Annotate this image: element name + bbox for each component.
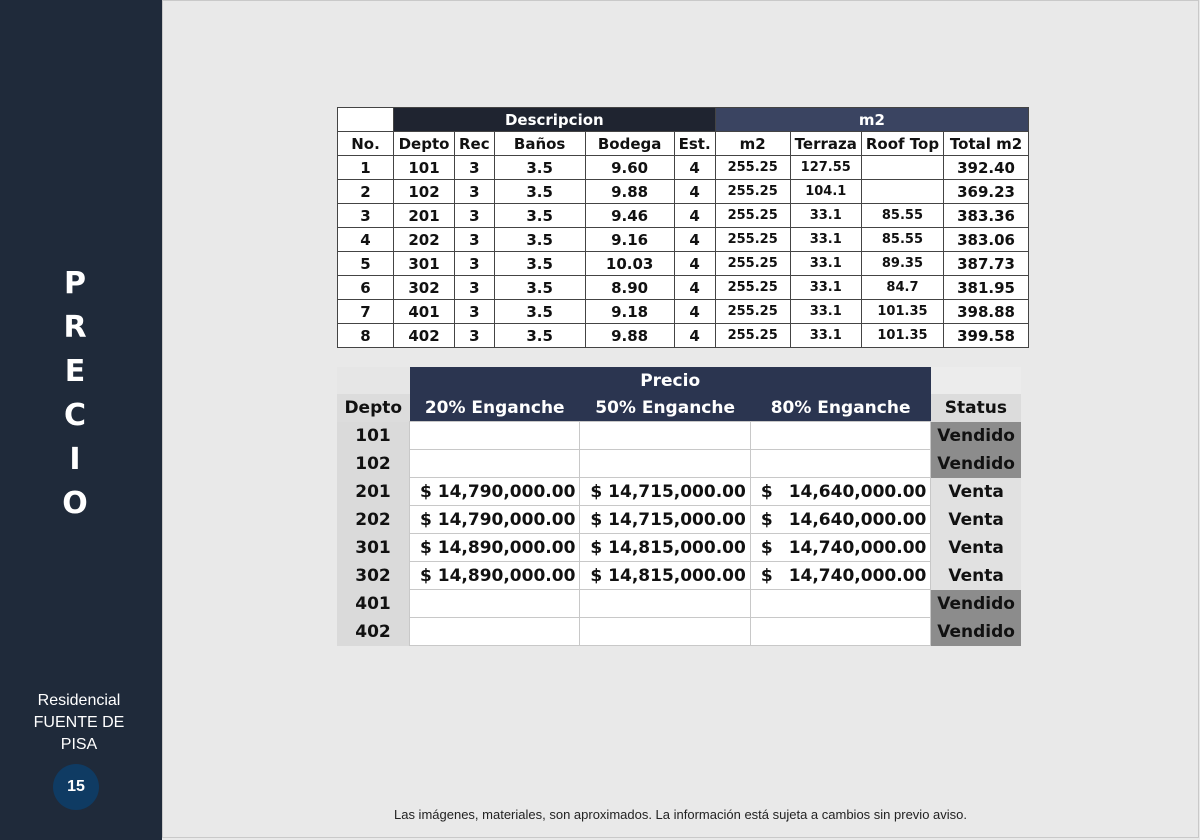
table-row bbox=[338, 204, 1029, 228]
table-cell: 255.25 bbox=[715, 228, 790, 252]
column-header: Depto bbox=[337, 394, 410, 422]
table-cell: 101.35 bbox=[861, 324, 943, 348]
table-cell: 402 bbox=[394, 324, 455, 348]
table-cell: 383.36 bbox=[944, 204, 1029, 228]
table-cell: 4 bbox=[674, 300, 715, 324]
title-letter: R bbox=[63, 310, 87, 345]
table-row bbox=[337, 422, 1021, 450]
table-cell bbox=[861, 180, 943, 204]
price-80-cell bbox=[750, 562, 931, 590]
table-row bbox=[338, 276, 1029, 300]
table-cell: 1 bbox=[338, 156, 394, 180]
project-name bbox=[0, 690, 158, 756]
table-cell: 369.23 bbox=[944, 180, 1029, 204]
project-name-line: PISA bbox=[60, 736, 98, 753]
price-80-cell bbox=[750, 590, 931, 618]
currency-sign: $ bbox=[760, 481, 773, 502]
table-cell: 85.55 bbox=[861, 204, 943, 228]
table-cell: 104.1 bbox=[790, 180, 861, 204]
table-cell: 255.25 bbox=[715, 180, 790, 204]
table-cell: 8.90 bbox=[585, 276, 674, 300]
table-cell: 4 bbox=[674, 252, 715, 276]
table-cell: 3.5 bbox=[494, 324, 585, 348]
table-cell: 3.5 bbox=[494, 156, 585, 180]
table-cell: 3.5 bbox=[494, 252, 585, 276]
table-row bbox=[338, 324, 1029, 348]
unit-specs-table bbox=[337, 107, 1029, 348]
table-cell: 4 bbox=[674, 156, 715, 180]
table-cell: 383.06 bbox=[944, 228, 1029, 252]
group-header-precio: Precio bbox=[410, 367, 931, 394]
price-value: 14,740,000.00 bbox=[788, 565, 927, 586]
sidebar bbox=[0, 0, 162, 840]
column-header: No. bbox=[338, 132, 394, 156]
table-header-row bbox=[338, 132, 1029, 156]
table-cell: 10.03 bbox=[585, 252, 674, 276]
depto-cell: 401 bbox=[337, 590, 410, 618]
price-80-cell bbox=[750, 618, 931, 646]
price-group-header-row bbox=[337, 367, 1021, 394]
currency-sign: $ bbox=[760, 509, 773, 530]
table-cell: 4 bbox=[674, 204, 715, 228]
depto-cell: 102 bbox=[337, 450, 410, 478]
table-corner-cell bbox=[931, 367, 1021, 394]
price-20-cell: $ 14,790,000.00 bbox=[410, 506, 580, 534]
price-50-cell: $ 14,715,000.00 bbox=[580, 478, 750, 506]
table-cell: 8 bbox=[338, 324, 394, 348]
table-cell: 3.5 bbox=[494, 204, 585, 228]
price-50-cell bbox=[580, 450, 750, 478]
table-cell: 9.60 bbox=[585, 156, 674, 180]
depto-cell: 201 bbox=[337, 478, 410, 506]
table-cell: 387.73 bbox=[944, 252, 1029, 276]
project-name-line: FUENTE DE bbox=[33, 714, 125, 731]
table-cell: 9.18 bbox=[585, 300, 674, 324]
table-corner-cell bbox=[337, 367, 410, 394]
price-80-cell bbox=[750, 534, 931, 562]
depto-cell: 101 bbox=[337, 422, 410, 450]
table-row bbox=[337, 590, 1021, 618]
depto-cell: 402 bbox=[337, 618, 410, 646]
column-header: Bodega bbox=[585, 132, 674, 156]
table-cell: 255.25 bbox=[715, 276, 790, 300]
column-header: Baños bbox=[494, 132, 585, 156]
table-cell: 101 bbox=[394, 156, 455, 180]
currency-sign: $ bbox=[760, 537, 773, 558]
table-cell: 33.1 bbox=[790, 228, 861, 252]
currency-sign: $ bbox=[760, 565, 773, 586]
price-20-cell bbox=[410, 590, 580, 618]
status-badge: Vendido bbox=[931, 618, 1021, 646]
price-50-cell: $ 14,815,000.00 bbox=[580, 534, 750, 562]
table-row bbox=[338, 228, 1029, 252]
title-letter: I bbox=[69, 442, 81, 477]
table-cell: 301 bbox=[394, 252, 455, 276]
table-cell: 2 bbox=[338, 180, 394, 204]
table-row bbox=[337, 478, 1021, 506]
table-row bbox=[337, 506, 1021, 534]
status-badge: Venta bbox=[931, 478, 1021, 506]
table-cell: 3.5 bbox=[494, 180, 585, 204]
table-cell: 255.25 bbox=[715, 300, 790, 324]
table-row bbox=[338, 180, 1029, 204]
table-cell: 89.35 bbox=[861, 252, 943, 276]
page-number-badge: 15 bbox=[53, 764, 99, 810]
depto-cell: 202 bbox=[337, 506, 410, 534]
column-header: 80% Enganche bbox=[750, 394, 931, 422]
table-cell: 9.88 bbox=[585, 324, 674, 348]
column-header: 20% Enganche bbox=[410, 394, 580, 422]
table-row bbox=[338, 156, 1029, 180]
table-cell bbox=[861, 156, 943, 180]
table-cell: 392.40 bbox=[944, 156, 1029, 180]
group-header-m2: m2 bbox=[715, 108, 1028, 132]
table-row bbox=[337, 450, 1021, 478]
price-80-cell bbox=[750, 478, 931, 506]
price-table-body bbox=[337, 422, 1021, 646]
price-20-cell: $ 14,790,000.00 bbox=[410, 478, 580, 506]
table-row bbox=[338, 300, 1029, 324]
table-cell: 3 bbox=[455, 228, 495, 252]
column-header: Rec bbox=[455, 132, 495, 156]
table-cell: 4 bbox=[674, 180, 715, 204]
table-cell: 84.7 bbox=[861, 276, 943, 300]
table-cell: 202 bbox=[394, 228, 455, 252]
column-header: Total m2 bbox=[944, 132, 1029, 156]
table-cell: 85.55 bbox=[861, 228, 943, 252]
table-cell: 9.16 bbox=[585, 228, 674, 252]
price-50-cell bbox=[580, 422, 750, 450]
status-badge: Vendido bbox=[931, 590, 1021, 618]
price-50-cell: $ 14,815,000.00 bbox=[580, 562, 750, 590]
table-cell: 3 bbox=[455, 252, 495, 276]
table-cell: 102 bbox=[394, 180, 455, 204]
table-cell: 255.25 bbox=[715, 156, 790, 180]
table-cell: 3 bbox=[455, 156, 495, 180]
table-cell: 33.1 bbox=[790, 300, 861, 324]
price-20-cell bbox=[410, 618, 580, 646]
column-header: Est. bbox=[674, 132, 715, 156]
table-cell: 401 bbox=[394, 300, 455, 324]
column-header: m2 bbox=[715, 132, 790, 156]
table-cell: 127.55 bbox=[790, 156, 861, 180]
section-title-vertical bbox=[0, 262, 150, 526]
price-value: 14,640,000.00 bbox=[788, 481, 927, 502]
table-corner-cell bbox=[338, 108, 394, 132]
table-cell: 3.5 bbox=[494, 276, 585, 300]
table-cell: 302 bbox=[394, 276, 455, 300]
table-cell: 3 bbox=[455, 300, 495, 324]
price-20-cell bbox=[410, 450, 580, 478]
table-cell: 33.1 bbox=[790, 252, 861, 276]
price-80-cell bbox=[750, 450, 931, 478]
column-header: Roof Top bbox=[861, 132, 943, 156]
unit-specs-body bbox=[338, 156, 1029, 348]
table-cell: 3 bbox=[455, 180, 495, 204]
status-badge: Venta bbox=[931, 506, 1021, 534]
price-50-cell bbox=[580, 618, 750, 646]
table-cell: 3 bbox=[455, 204, 495, 228]
status-badge: Venta bbox=[931, 534, 1021, 562]
table-cell: 3 bbox=[455, 324, 495, 348]
table-row bbox=[337, 562, 1021, 590]
table-cell: 3.5 bbox=[494, 300, 585, 324]
price-20-cell: $ 14,890,000.00 bbox=[410, 562, 580, 590]
depto-cell: 301 bbox=[337, 534, 410, 562]
table-row bbox=[337, 618, 1021, 646]
status-badge: Venta bbox=[931, 562, 1021, 590]
title-letter: E bbox=[64, 354, 86, 389]
table-cell: 9.88 bbox=[585, 180, 674, 204]
price-80-cell bbox=[750, 422, 931, 450]
disclaimer-text: Las imágenes, materiales, son aproximados. La información está sujeta a cambios sin previo aviso. bbox=[393, 807, 967, 822]
column-header: Depto bbox=[394, 132, 455, 156]
table-cell: 255.25 bbox=[715, 204, 790, 228]
price-20-cell bbox=[410, 422, 580, 450]
table-cell: 4 bbox=[674, 276, 715, 300]
table-cell: 7 bbox=[338, 300, 394, 324]
table-cell: 398.88 bbox=[944, 300, 1029, 324]
table-row bbox=[337, 534, 1021, 562]
table-cell: 4 bbox=[338, 228, 394, 252]
table-cell: 381.95 bbox=[944, 276, 1029, 300]
price-table bbox=[337, 367, 1021, 646]
price-header-row bbox=[337, 394, 1021, 422]
table-group-header-row bbox=[338, 108, 1029, 132]
table-cell: 201 bbox=[394, 204, 455, 228]
title-letter: O bbox=[62, 486, 88, 521]
group-header-descripcion: Descripcion bbox=[394, 108, 716, 132]
price-value: 14,640,000.00 bbox=[788, 509, 927, 530]
title-letter: P bbox=[64, 266, 86, 301]
column-header: Status bbox=[931, 394, 1021, 422]
table-cell: 3 bbox=[455, 276, 495, 300]
table-cell: 399.58 bbox=[944, 324, 1029, 348]
table-cell: 255.25 bbox=[715, 252, 790, 276]
table-cell: 4 bbox=[674, 324, 715, 348]
status-badge: Vendido bbox=[931, 450, 1021, 478]
table-cell: 6 bbox=[338, 276, 394, 300]
table-cell: 4 bbox=[674, 228, 715, 252]
price-20-cell: $ 14,890,000.00 bbox=[410, 534, 580, 562]
table-cell: 33.1 bbox=[790, 276, 861, 300]
column-header: Terraza bbox=[790, 132, 861, 156]
status-badge: Vendido bbox=[931, 422, 1021, 450]
table-cell: 255.25 bbox=[715, 324, 790, 348]
price-80-cell bbox=[750, 506, 931, 534]
depto-cell: 302 bbox=[337, 562, 410, 590]
table-row bbox=[338, 252, 1029, 276]
title-letter: C bbox=[63, 398, 87, 433]
column-header: 50% Enganche bbox=[580, 394, 750, 422]
table-cell: 101.35 bbox=[861, 300, 943, 324]
price-value: 14,740,000.00 bbox=[788, 537, 927, 558]
table-cell: 33.1 bbox=[790, 324, 861, 348]
project-name-line: Residencial bbox=[37, 692, 121, 709]
table-cell: 3.5 bbox=[494, 228, 585, 252]
table-cell: 33.1 bbox=[790, 204, 861, 228]
table-cell: 9.46 bbox=[585, 204, 674, 228]
table-cell: 5 bbox=[338, 252, 394, 276]
table-cell: 3 bbox=[338, 204, 394, 228]
price-50-cell bbox=[580, 590, 750, 618]
price-50-cell: $ 14,715,000.00 bbox=[580, 506, 750, 534]
